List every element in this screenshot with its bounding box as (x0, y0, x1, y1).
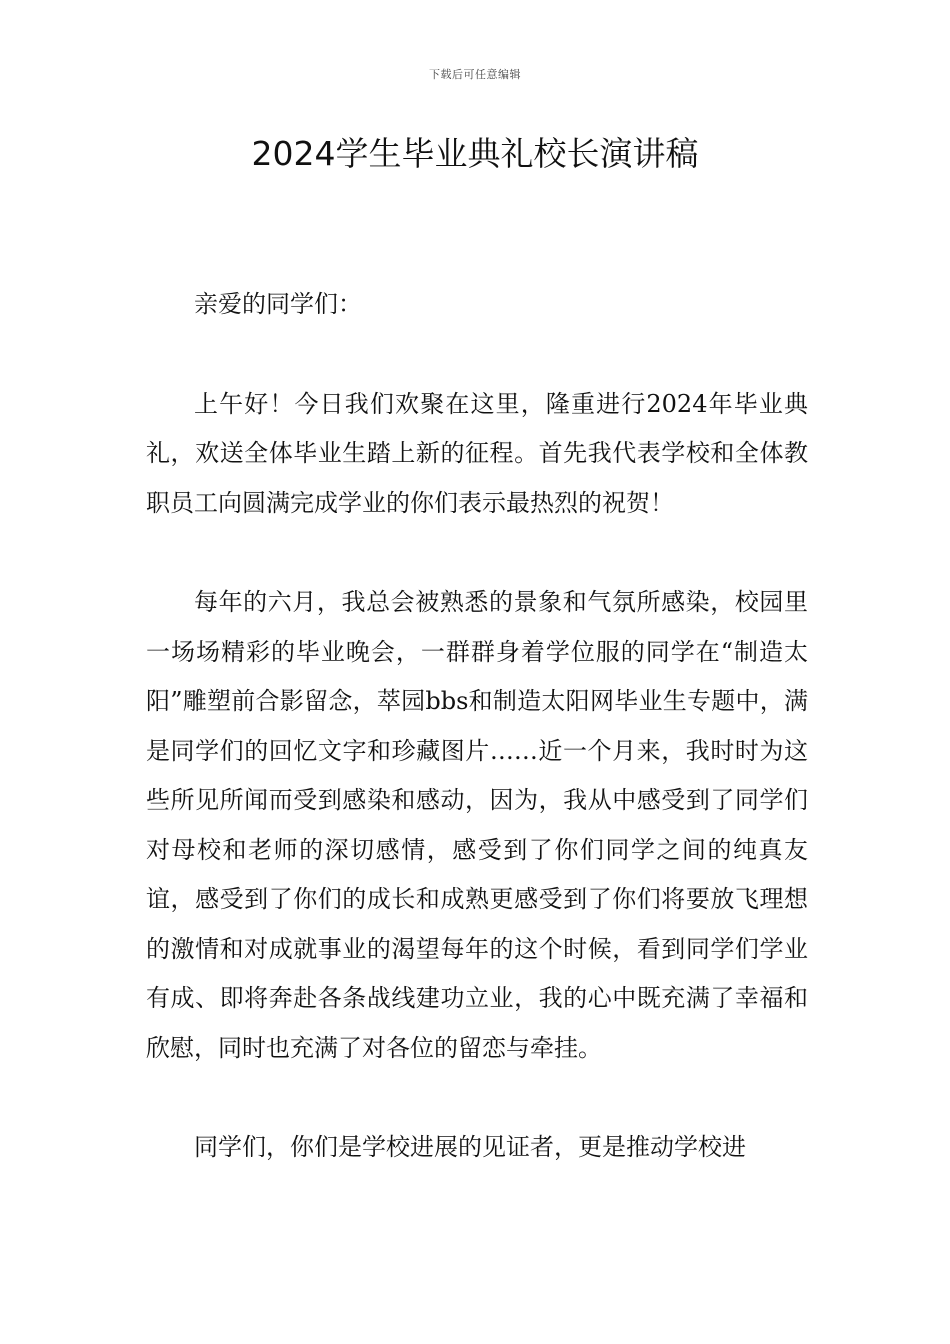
document-body (146, 280, 808, 1173)
salutation-paragraph: 亲爱的同学们： (194, 290, 362, 318)
witness-paragraph: 同学们，你们是学校进展的见证者，更是推动学校进 (194, 1133, 746, 1161)
document-title: 2024学生毕业典礼校长演讲稿 (251, 134, 699, 173)
header-note: 下载后可任意编辑 (429, 68, 521, 81)
opening-paragraph: 上午好！今日我们欢聚在这里，隆重进行2024年毕业典礼，欢送全体毕业生踏上新的征程。首先我代表学校和全体教职员工向圆满完成学业的你们表示最热烈的祝贺！ (146, 389, 808, 517)
june-memories-paragraph: 每年的六月，我总会被熟悉的景象和气氛所感染，校园里一场场精彩的毕业晚会，一群群身着学位服的同学在“制造太阳”雕塑前合影留念，萃园bbs和制造太阳网毕业生专题中，满是同学们的回忆文字和珍藏图片……近一个月来，我时时为这些所见所闻而受到感染和感动，因为，我从中感受到了同学们对母校和老师的深切感情，感受到了你们同学之间的纯真友谊，感受到了你们的成长和成熟更感受到了你们将要放飞理想的激情和对成就事业的渴望每年的这个时候，看到同学们学业有成、即将奔赴各条战线建功立业，我的心中既充满了幸福和欣慰，同时也充满了对各位的留恋与牵挂。 (146, 588, 808, 1062)
